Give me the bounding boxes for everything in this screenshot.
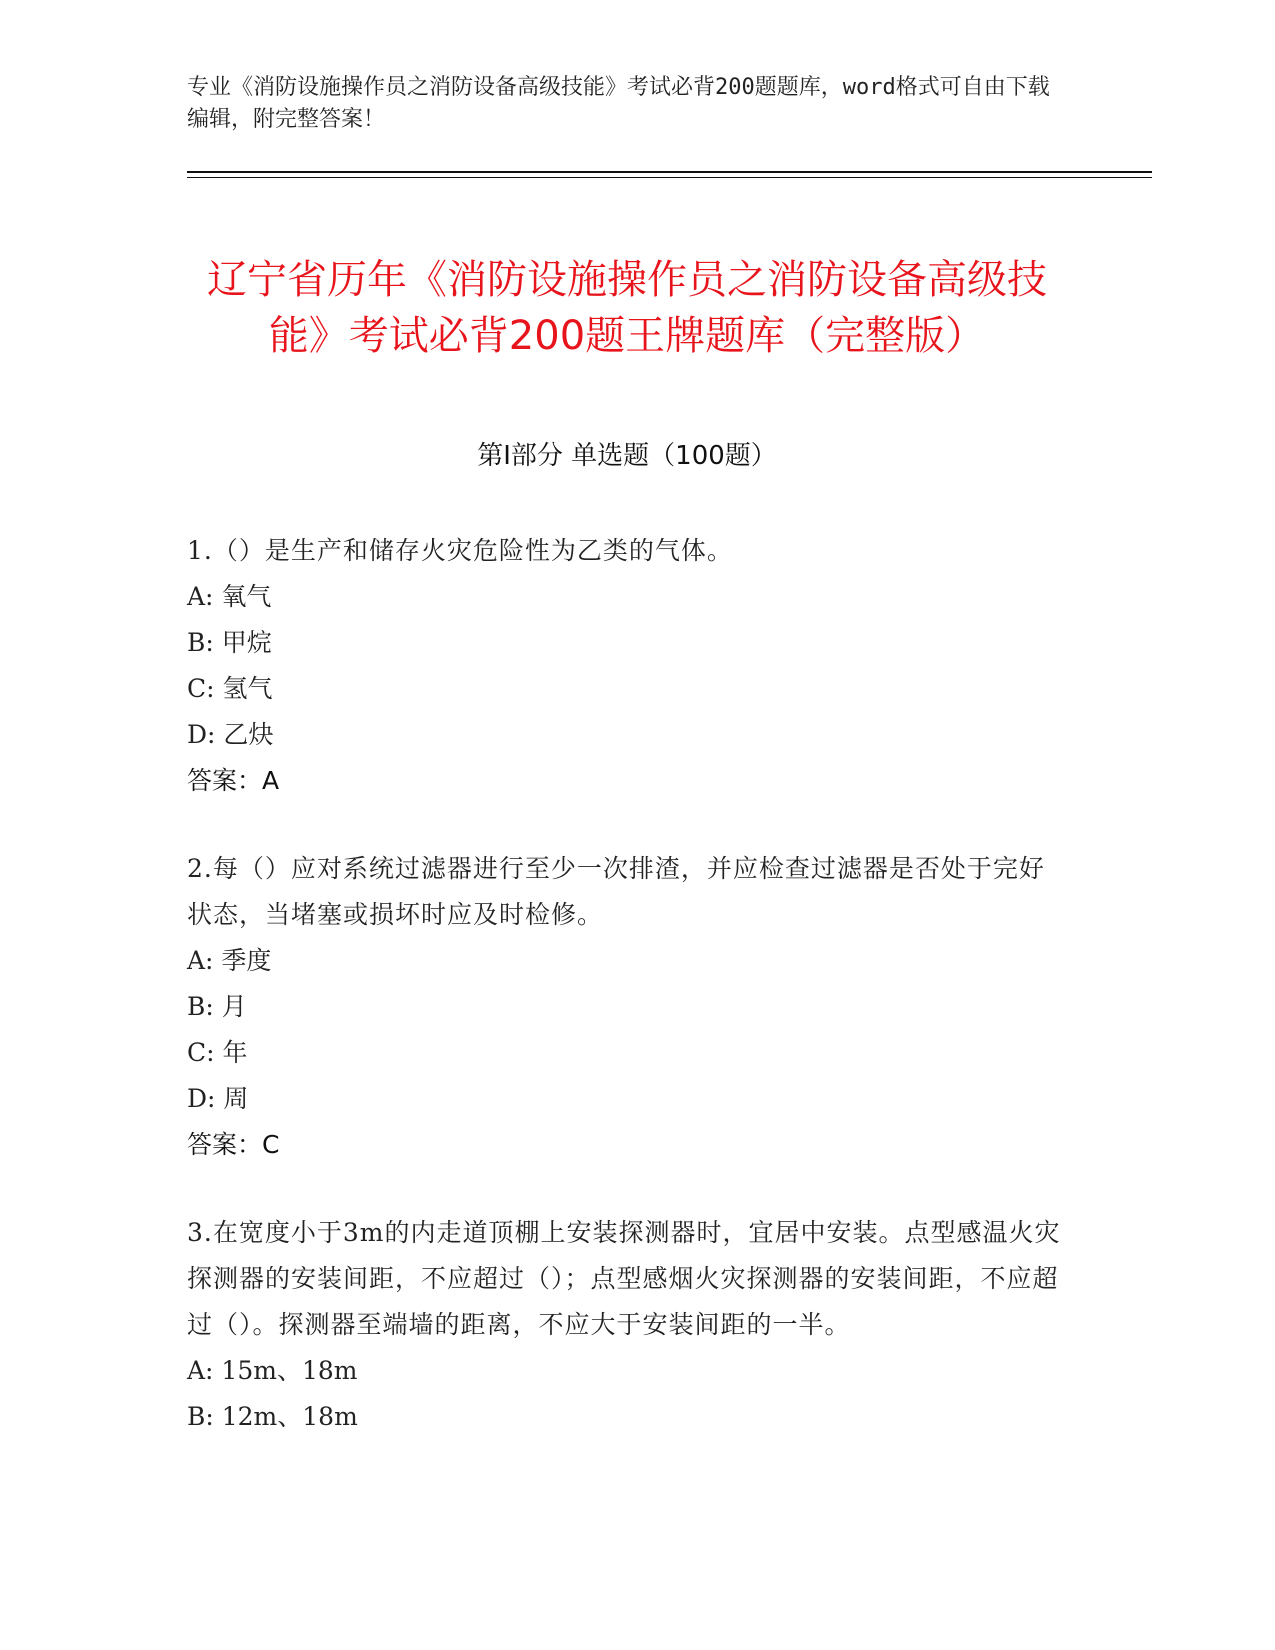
header-note: 专业《消防设施操作员之消防设备高级技能》考试必背200题题库，word格式可自由下载编辑，附完整答案！ bbox=[187, 75, 1050, 132]
document-title: 辽宁省历年《消防设施操作员之消防设备高级技能》考试必背200题王牌题库（完整版） bbox=[207, 256, 1047, 359]
option-c: C: 年 bbox=[187, 1038, 248, 1067]
question-2 bbox=[187, 846, 1067, 1168]
answer: 答案：A bbox=[187, 766, 280, 795]
section-title: 第I部分 单选题（100题） bbox=[477, 441, 777, 471]
option-c: C: 氢气 bbox=[187, 674, 273, 703]
header-rule-thin bbox=[187, 177, 1152, 178]
answer: 答案：C bbox=[187, 1130, 280, 1159]
header-rule-thick bbox=[187, 171, 1152, 173]
option-d: D: 乙炔 bbox=[187, 720, 274, 749]
question-stem: 3.在宽度小于3m的内走道顶棚上安装探测器时，宜居中安装。点型感温火灾探测器的安装间距，不应超过（）；点型感烟火灾探测器的安装间距，不应超过（）。探测器至端墙的距离，不应大于安装间距的一半。 bbox=[187, 1218, 1061, 1339]
option-a: A: 季度 bbox=[187, 946, 272, 975]
option-a: A: 15m、18m bbox=[187, 1356, 358, 1385]
question-stem: 2.每（）应对系统过滤器进行至少一次排渣，并应检查过滤器是否处于完好状态，当堵塞或损坏时应及时检修。 bbox=[187, 854, 1045, 929]
option-b: B: 月 bbox=[187, 992, 247, 1021]
option-a: A: 氧气 bbox=[187, 582, 272, 611]
question-1 bbox=[187, 528, 1067, 804]
question-list bbox=[187, 528, 1067, 1482]
option-b: B: 12m、18m bbox=[187, 1402, 358, 1431]
question-stem: 1.（）是生产和储存火灾危险性为乙类的气体。 bbox=[187, 536, 733, 565]
question-3 bbox=[187, 1210, 1067, 1440]
option-d: D: 周 bbox=[187, 1084, 249, 1113]
option-b: B: 甲烷 bbox=[187, 628, 272, 657]
